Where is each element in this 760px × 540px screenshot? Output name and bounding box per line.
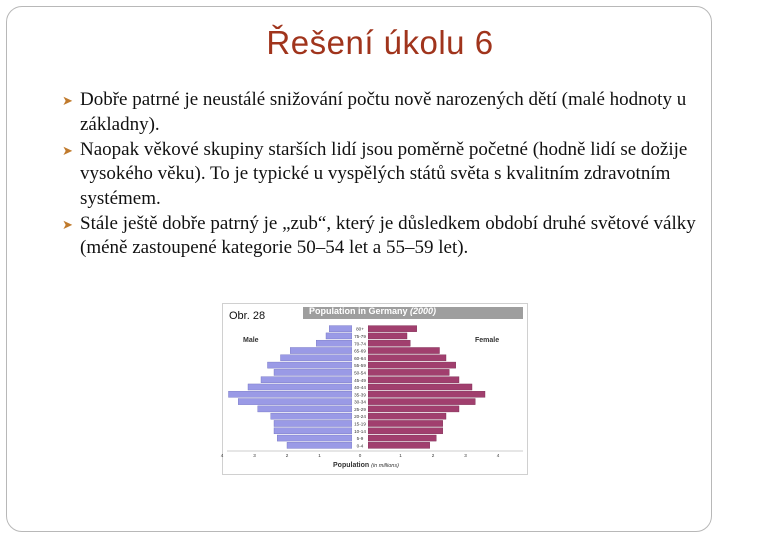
x-tick-label: 3 (464, 453, 467, 458)
age-label: 40-44 (354, 385, 366, 391)
figure-label: Obr. 28 (229, 310, 266, 322)
bullet-text: Stále ještě dobře patrný je „zub“, který je důsledkem období druhé světové války (méně zastoupené kategorie 50–54 let a 55–59 let). (80, 212, 696, 258)
female-bar (368, 442, 430, 448)
bullet-item (62, 138, 702, 212)
female-bar (368, 413, 446, 419)
male-bar (229, 391, 353, 397)
bullet-arrow-icon: ➤ (62, 93, 73, 108)
bullet-item (62, 88, 702, 137)
female-bar (368, 362, 456, 368)
bullet-text: Naopak věkové skupiny starších lidí jsou poměrně početné (hodně lidí se dožije vysokého věku). To je typické u vyspělých států světa s kvalitním zdravotním systémem. (80, 138, 688, 209)
female-bar (368, 326, 417, 332)
male-bar (290, 347, 352, 353)
male-bar (274, 420, 352, 426)
age-label: 80+ (356, 326, 364, 332)
x-tick-label: 4 (220, 453, 224, 458)
age-label: 75-79 (354, 333, 366, 339)
female-bar (368, 333, 407, 339)
male-bar (316, 340, 352, 346)
x-tick-label: 0 (358, 453, 362, 458)
male-bar (326, 333, 352, 339)
age-label: 15-19 (354, 421, 366, 427)
male-bar (271, 413, 352, 419)
age-label: 45-49 (354, 377, 366, 383)
male-label: Male (243, 337, 259, 344)
x-tick-label: 1 (318, 453, 321, 458)
x-tick-label: 2 (431, 453, 435, 458)
female-bar (368, 428, 443, 434)
x-axis-title: Population (in millions) (333, 462, 399, 469)
age-label: 0-4 (356, 443, 364, 449)
female-bar (368, 355, 446, 361)
female-bar (368, 369, 449, 375)
population-pyramid-chart (220, 304, 527, 474)
female-bar (368, 406, 459, 412)
slide-title: Řešení úkolu 6 (266, 24, 494, 61)
x-tick-label: 2 (285, 453, 289, 458)
age-label: 65-69 (354, 348, 366, 354)
female-bar (368, 391, 485, 397)
age-label: 30-34 (354, 399, 366, 405)
female-bar (368, 420, 443, 426)
male-bar (274, 369, 352, 375)
age-label: 50-54 (354, 370, 366, 376)
x-tick-label: 1 (399, 453, 402, 458)
male-bar (258, 406, 352, 412)
male-bar (329, 326, 352, 332)
chart-title: Population in Germany (2000) (309, 306, 437, 316)
bullet-item (62, 212, 702, 261)
male-bar (287, 442, 352, 448)
age-label: 10-14 (354, 428, 366, 434)
age-label: 70-74 (354, 341, 366, 347)
x-tick-label: 3 (253, 453, 256, 458)
x-tick-label: 4 (496, 453, 500, 458)
male-bar (248, 384, 352, 390)
male-bar (274, 428, 352, 434)
age-label: 55-59 (354, 363, 366, 369)
female-bar (368, 384, 472, 390)
female-bar (368, 340, 410, 346)
female-bar (368, 377, 459, 383)
population-pyramid-figure (222, 303, 528, 475)
age-label: 60-64 (354, 355, 366, 361)
female-label: Female (475, 337, 500, 344)
male-bar (268, 362, 353, 368)
female-bar (368, 399, 475, 405)
male-bar (261, 377, 352, 383)
bullet-arrow-icon: ➤ (62, 142, 73, 158)
bullet-text: Dobře patrné je neustálé snižování počtu nově narozených dětí (malé hodnoty u základny). (80, 89, 687, 135)
male-bar (277, 435, 352, 441)
male-bar (281, 355, 353, 361)
age-label: 20-24 (354, 414, 366, 420)
age-label: 5-9 (356, 436, 364, 442)
female-bar (368, 435, 436, 441)
male-bar (238, 399, 352, 405)
bullet-list (62, 88, 702, 261)
female-bar (368, 347, 440, 353)
bullet-arrow-icon: ➤ (62, 216, 73, 232)
age-label: 25-29 (354, 406, 366, 412)
age-label: 35-39 (354, 392, 366, 398)
